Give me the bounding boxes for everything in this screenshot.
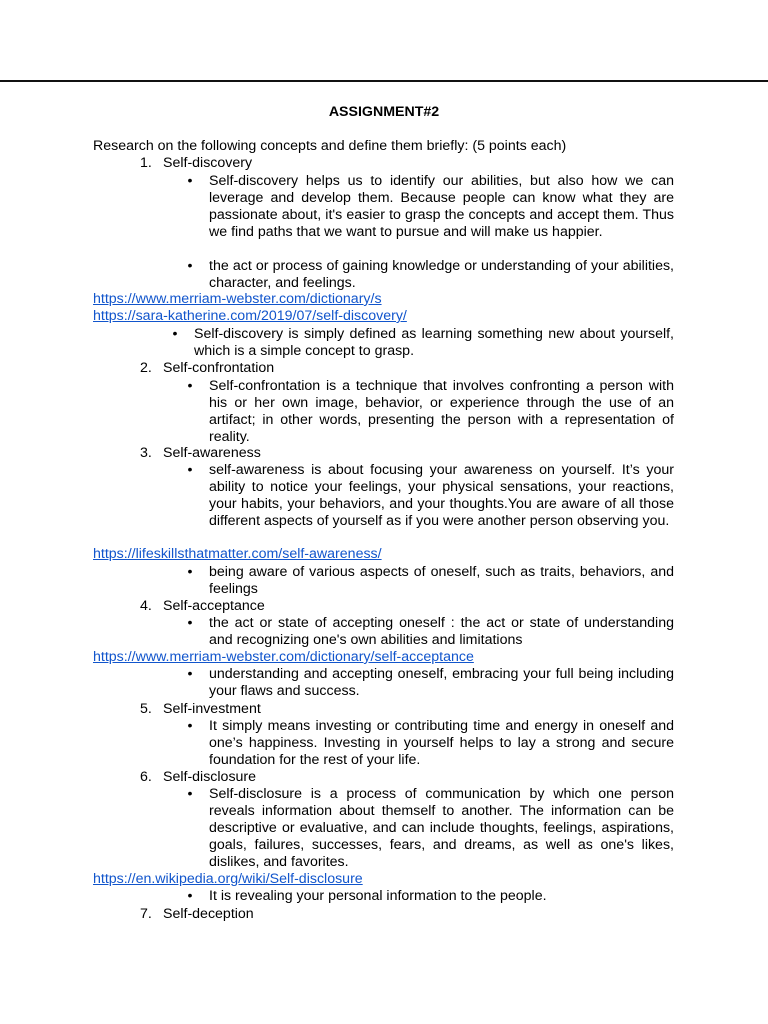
bullet-glyph: • — [187, 258, 193, 274]
item-label-self-confrontation: Self-confrontation — [163, 360, 275, 376]
bullet-glyph: • — [187, 378, 193, 394]
bullet-text: It simply means investing or contributing time and energy in oneself and one’s happiness. Investing in yourself helps to lay a strong and secure foundation for the rest of your life. — [209, 718, 674, 768]
bullet-text: Self-discovery helps us to identify our abilities, but also how we can leverage and develop them. Because people can know what they are passionate about, it's easier to grasp the concepts and accept them. Thus we find paths that we want to pursue and will make us happier. — [209, 173, 674, 240]
page-title: ASSIGNMENT#2 — [328, 104, 440, 120]
bullet-glyph: • — [187, 462, 193, 478]
bullet-text: understanding and accepting oneself, embracing your full being including your flaws and success. — [209, 666, 674, 699]
bullet-text: the act or process of gaining knowledge or understanding of your abilities, character, and feelings. — [209, 258, 674, 291]
bullet-text: being aware of various aspects of oneself, such as traits, behaviors, and feelings — [209, 564, 674, 597]
bullet-glyph: • — [187, 615, 193, 631]
reference-link[interactable]: https://www.merriam-webster.com/dictionary/s — [93, 291, 382, 307]
item-number: 7. — [140, 906, 152, 922]
bullet-text: Self-discovery is simply defined as learning something new about yourself, which is a simple concept to grasp. — [194, 326, 674, 359]
item-number: 5. — [140, 701, 152, 717]
item-label-self-acceptance: Self-acceptance — [163, 598, 265, 614]
item-label-self-awareness: Self-awareness — [163, 445, 261, 461]
bullet-text: Self-disclosure is a process of communication by which one person reveals information about themself to another. The information can be descriptive or evaluative, and can include thoughts, feelings, aspirations, goals, failures, successes, fears, and dreams, as well as one's likes, dislikes, and favorites. — [209, 786, 674, 870]
item-number: 6. — [140, 769, 152, 785]
bullet-text: It is revealing your personal information to the people. — [209, 888, 547, 904]
page-top-rule — [0, 80, 768, 82]
bullet-glyph: • — [187, 173, 193, 189]
intro-text: Research on the following concepts and define them briefly: (5 points each) — [93, 138, 567, 154]
bullet-glyph: • — [187, 666, 193, 682]
bullet-glyph: • — [187, 888, 193, 904]
bullet-glyph: • — [187, 786, 193, 802]
item-label-self-investment: Self-investment — [163, 701, 261, 717]
bullet-glyph: • — [187, 718, 193, 734]
item-label-self-discovery: Self-discovery — [163, 155, 253, 171]
reference-link[interactable]: https://lifeskillsthatmatter.com/self-awareness/ — [93, 546, 382, 562]
bullet-text: Self-confrontation is a technique that involves confronting a person with his or her own image, behavior, or experience through the use of an artifact; in other words, presenting the person with a representation of reality. — [209, 378, 674, 445]
item-number: 2. — [140, 360, 152, 376]
reference-link[interactable]: https://www.merriam-webster.com/dictionary/self-acceptance — [93, 649, 474, 665]
item-label-self-deception: Self-deception — [163, 906, 254, 922]
bullet-glyph: • — [187, 564, 193, 580]
bullet-glyph: • — [172, 326, 178, 342]
item-number: 4. — [140, 598, 152, 614]
bullet-text: the act or state of accepting oneself : the act or state of understanding and recognizing one's own abilities and limitations — [209, 615, 674, 648]
reference-link[interactable]: https://sara-katherine.com/2019/07/self-discovery/ — [93, 308, 407, 324]
item-number: 3. — [140, 445, 152, 461]
bullet-text: self-awareness is about focusing your awareness on yourself. It’s your ability to notice your feelings, your physical sensations, your reactions, your habits, your behaviors, and your thoughts.You are aware of all those different aspects of yourself as if you were another person observing you. — [209, 462, 674, 529]
item-label-self-disclosure: Self-disclosure — [163, 769, 257, 785]
item-number: 1. — [140, 155, 152, 171]
reference-link[interactable]: https://en.wikipedia.org/wiki/Self-disclosure — [93, 871, 363, 887]
